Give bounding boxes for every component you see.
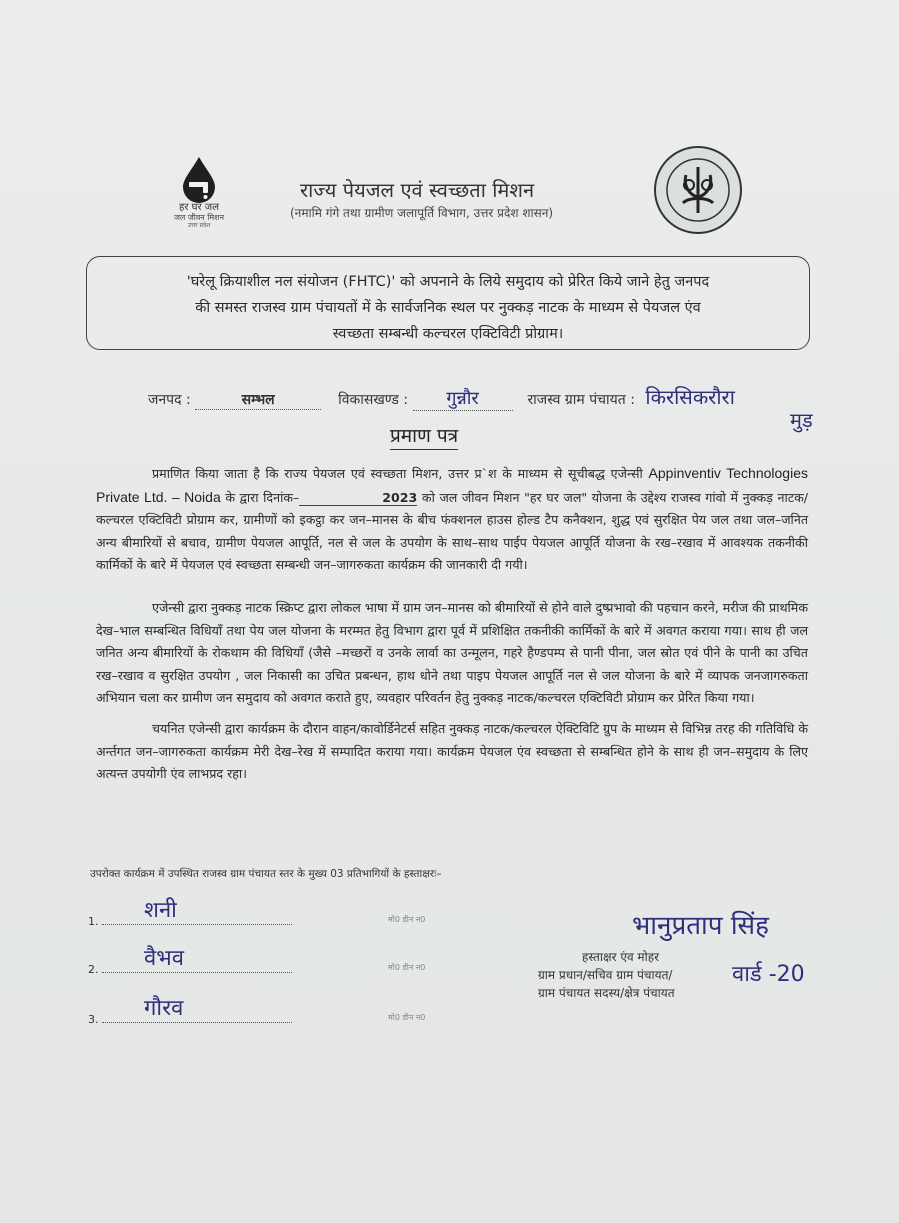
official-signature-block xyxy=(538,948,675,1002)
program-date: 2023 xyxy=(299,491,417,506)
box-line-3: स्वच्छता सम्बन्धी कल्चरल एक्टिविटी प्रोग्राम। xyxy=(332,326,564,342)
p3-body: चयनित एजेन्सी द्वारा कार्यक्रम के दौरान वाहन/कावोर्डिनेटर्स सहित नुक्कड़ नाटक/कल्चरल ऐक्टिविटि ग्रुप के माध्यम से विभिन्न तरह की गतिविधि के अर्न्तगत जन–जागरुकता कार्यक्रम मेरी देख–रेख में सम्पादित कराया गया। कार्यक्रम पेयजल एंव स्वच्छता से सम्बन्धित होने के साथ ही जन–समुदाय के लिए अत्यन्त उपयोगी एंव लाभप्रद रहा। xyxy=(96,721,808,782)
janpad-value: सम्भल xyxy=(195,390,321,410)
ward-number: वार्ड -20 xyxy=(732,962,805,987)
program-title-box xyxy=(86,256,810,350)
paragraph-1 xyxy=(96,462,808,577)
logo-line-2: जल जीवन मिशन xyxy=(173,213,225,222)
box-line-1: 'घरेलू क्रियाशील नल संयोजन (FHTC)' को अपनाने के लिये समुदाय को प्रेरित किये जाने हेतु जनपद xyxy=(186,274,710,290)
attendee-number: 3. xyxy=(88,1013,99,1026)
location-fields xyxy=(148,383,888,411)
up-government-seal xyxy=(653,145,743,239)
attendees-note: उपरोक्त कार्यक्रम में उपस्थित राजस्व ग्राम पंचायत स्तर के मुख्य 03 प्रतिभागियों के हस्ताक्षरः– xyxy=(90,868,442,880)
official-role-line-1: ग्राम प्रधान/सचिव ग्राम पंचायत/ xyxy=(538,968,673,982)
paragraph-2 xyxy=(96,597,808,710)
official-signature: भानुप्रताप सिंह xyxy=(632,911,769,941)
attendee-mobile-label: मो0 डीन न0 xyxy=(388,963,426,972)
paragraph-3 xyxy=(96,718,808,786)
attendee-mobile-label: मो0 डीन न0 xyxy=(388,1013,426,1022)
panchayat-label: राजस्व ग्राम पंचायत : xyxy=(527,392,635,408)
har-ghar-jal-logo xyxy=(160,155,238,229)
attendee-row xyxy=(88,946,426,976)
vikaskhand-value: गुन्नौर xyxy=(413,386,513,411)
official-role-line-2: ग्राम पंचायत सदस्य/क्षेत्र पंचायत xyxy=(538,986,675,1000)
attendee-signature: वैभव xyxy=(144,946,184,971)
attendee-row xyxy=(88,898,426,928)
sign-stamp-label: हस्ताक्षर एंव मोहर xyxy=(582,950,660,964)
vikaskhand-label: विकासखण्ड : xyxy=(338,392,409,408)
p1-intro: प्रमाणित किया जाता है कि राज्य पेयजल एवं स्वच्छता मिशन, उत्तर प्र`श के माध्यम से सूचीबद्ध एजेन्सी xyxy=(152,466,643,481)
government-emblem-icon xyxy=(653,145,743,235)
panchayat-value: किरसिकरौरा xyxy=(645,385,735,409)
water-drop-tap-icon xyxy=(177,155,221,203)
p2-body: एजेन्सी द्वारा नुक्कड़ नाटक स्क्रिप्ट द्वारा लोकल भाषा में ग्राम जन–मानस को बीमारियों से होने वाले दुष्प्रभावो की पहचान करने, मरीज की प्राथमिक देख–भाल सम्बन्धित विधियाँ तथा पेय जल योजना के मरम्मत हेतु विभाग द्वारा पूर्व में प्रशिक्षित तकनीकी कार्मिकों के बारे में अवगत कराया गया। साथ ही जल जनित अन्य बीमारियों के रोकथाम की विधियाँ (जैसे –मच्छरों व उनके लार्वा का उन्मूलन, गहरे हैण्डपम्प से पानी पीना, जल स्रोत एवं पीने के पानी का उचित रख–रखाव व सुरक्षित उपयोग , जल निकासी का उचित प्रबन्धन, हाथ धोने तथा पाइप पेयजल आपूर्ति नल से जल योजना के बारे में व्यापक जनजागरुकता अभियान चला कर ग्रामीण जन समुदाय को अवगत कराते हुए, व्यवहार परिवर्तन हेतु नुक्कड़ नाटक/कल्चरल एक्टिविटी प्रोग्राम कर प्रेरित किया गया। xyxy=(96,600,808,706)
logo-line-1: हर घर जल xyxy=(179,202,219,213)
logo-line-3: उत्तर प्रदेश xyxy=(187,222,211,229)
attendee-signature: गौरव xyxy=(144,996,184,1021)
janpad-label: जनपद : xyxy=(148,392,191,408)
box-line-2: की समस्त राजस्व ग्राम पंचायतों में के सार्वजनिक स्थल पर नुक्कड़ नाटक के माध्यम से पेयजल एंव xyxy=(195,300,701,316)
certificate-heading: प्रमाण पत्र xyxy=(390,422,458,450)
mission-subtitle: (नमामि गंगे तथा ग्रामीण जलापूर्ति विभाग, उत्तर प्रदेश शासन) xyxy=(290,206,554,220)
p1-body: को जल जीवन मिशन "हर घर जल" योजना के उद्देश्य राजस्व गांवो में नुक्कड़ नाटक/कल्चरल एक्टिविटी प्रोग्राम कर, ग्रामीणों को इकट्ठा कर जन–मानस के बीच फंक्शनल हाउस होल्ड टैप कनैक्शन, शुद्ध एवं सुरक्षित पेय जल तथा जल–जनित अन्य बीमारियों से बचाव, ग्रामीण पेयजल आपूर्ति, नल से जल के उपयोग के साथ–साथ पाईप पेयजल आपूर्ति योजना के रख–रखाव में आवश्यक तकनीकी कार्मिकों के बारे में पेयजल एवं स्वच्छता सम्बन्धी जन–जागरुकता कार्यक्रम की जानकारी दी गयी। xyxy=(96,489,808,573)
agency-name: Appinventiv Technologies Private Ltd. – Noida xyxy=(96,465,808,505)
panchayat-extra: मुड़ xyxy=(790,408,813,432)
attendee-row xyxy=(88,996,426,1026)
attendee-number: 1. xyxy=(88,915,99,928)
attendee-mobile-label: मो0 डीन न0 xyxy=(388,915,426,924)
attendee-signature: शनी xyxy=(144,898,177,923)
attendee-number: 2. xyxy=(88,963,99,976)
mission-title: राज्य पेयजल एवं स्वच्छता मिशन xyxy=(300,178,535,202)
p1-date-label: के द्वारा दिनांक– xyxy=(225,489,300,505)
